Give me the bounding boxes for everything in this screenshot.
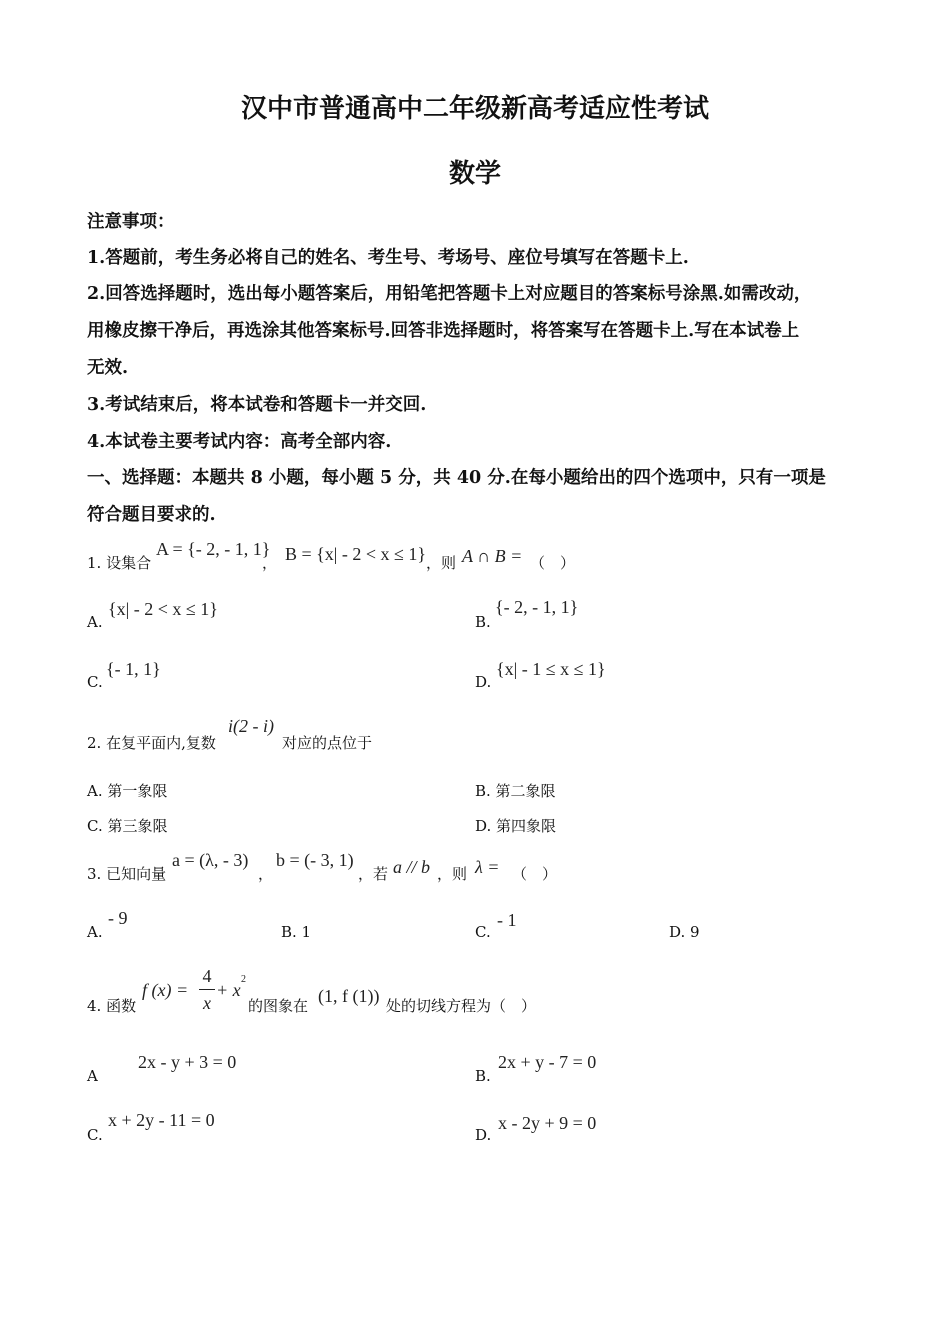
q3-blank: （ ） (512, 865, 558, 883)
q1-expr: A ∩ B = (462, 546, 523, 566)
q3-option-b: B. 1 (281, 923, 312, 941)
q2-option-c: C. 第三象限 (87, 817, 168, 835)
exam-title: 汉中市普通高中二年级新高考适应性考试 (240, 94, 709, 124)
q3-sep: ， (258, 865, 274, 883)
q3-condition: a // b (393, 857, 431, 877)
q1-option-c-math: {- 1, 1} (106, 659, 161, 679)
q2-prefix: 2. 在复平面内,复数 (87, 734, 216, 752)
q2-math: i(2 - i) (228, 716, 274, 736)
q4-option-c-label: C. (87, 1126, 103, 1144)
q3-option-a-label: A. (87, 923, 103, 941)
note-1: 1.答题前，考生务必将自己的姓名、考生号、考场号、座位号填写在答题卡上. (87, 248, 689, 268)
q4-option-b-label: B. (475, 1067, 491, 1085)
q1-option-b-math: {- 2, - 1, 1} (495, 597, 579, 617)
q4-prefix: 4. 函数 (87, 997, 137, 1015)
q4-suffix: 处的切线方程为（ ） (386, 997, 537, 1015)
q1-comma: ， (262, 554, 278, 572)
subject-title: 数学 (448, 159, 501, 189)
q4-func-rhs: + x (216, 980, 241, 1000)
q1-option-a-label: A. (87, 613, 103, 631)
q1-set-a: A = {- 2, - 1, 1} (156, 539, 271, 559)
q1-then: ，则 (426, 554, 457, 572)
q1-option-a-math: {x| - 2 < x ≤ 1} (108, 599, 218, 619)
q2-suffix: 对应的点位于 (282, 734, 373, 752)
q3-prefix: 3. 已知向量 (87, 865, 167, 883)
q4-option-a-label: A (87, 1067, 98, 1085)
section-1-heading: 一、选择题：本题共 8 小题，每小题 5 分，共 40 分.在每小题给出的四个选项中，只有一项是 (87, 468, 826, 488)
q4-exponent: 2 (241, 974, 246, 985)
q4-option-d-math: x - 2y + 9 = 0 (498, 1113, 597, 1133)
q1-option-d-math: {x| - 1 ≤ x ≤ 1} (496, 659, 606, 679)
q3-option-d: D. 9 (669, 923, 700, 941)
q4-option-c-math: x + 2y - 11 = 0 (108, 1110, 215, 1130)
q1-set-b: B = {x| - 2 < x ≤ 1} (285, 544, 427, 564)
q1-blank: （ ） (530, 554, 576, 572)
q4-func-lhs: f (x) = (142, 980, 189, 1000)
q3-vector-a: a = (λ, - 3) (172, 850, 249, 870)
q4-mid: 的图象在 (248, 997, 309, 1015)
q3-option-c-label: C. (475, 923, 491, 941)
q4-option-a-math: 2x - y + 3 = 0 (138, 1052, 237, 1072)
q4-option-b-math: 2x + y - 7 = 0 (498, 1052, 597, 1072)
q3-if: ，若 (358, 865, 389, 883)
q3-expr: λ = (475, 857, 500, 877)
section-1-heading-cont: 符合题目要求的. (87, 505, 216, 525)
note-3: 3.考试结束后，将本试卷和答题卡一并交回. (87, 395, 427, 415)
q4-option-d-label: D. (475, 1126, 492, 1144)
q4-point: (1, f (1)) (318, 986, 380, 1006)
note-2-line-2: 用橡皮擦干净后，再选涂其他答案标号.回答非选择题时，将答案写在答题卡上.写在本试卷上 (87, 321, 800, 341)
q4-fraction-numerator: 4 (202, 966, 212, 986)
note-2-line-1: 2.回答选择题时，选出每小题答案后，用铅笔把答题卡上对应题目的答案标号涂黑.如需改动， (87, 284, 812, 304)
q3-option-c-math: - 1 (497, 910, 517, 930)
q1-option-d-label: D. (475, 673, 492, 691)
q2-option-b: B. 第二象限 (475, 782, 556, 800)
q3-option-a-math: - 9 (108, 908, 128, 928)
q1-prefix: 1. 设集合 (87, 554, 152, 572)
note-2-line-3: 无效. (87, 358, 129, 378)
q4-fraction-denominator: x (203, 993, 211, 1013)
q1-option-c-label: C. (87, 673, 103, 691)
note-4: 4.本试卷主要考试内容：高考全部内容. (87, 432, 392, 452)
q1-option-b-label: B. (475, 613, 491, 631)
q3-vector-b: b = (- 3, 1) (276, 850, 354, 870)
q2-option-d: D. 第四象限 (475, 817, 557, 835)
q3-then: ，则 (437, 865, 468, 883)
q4-fraction-bar (199, 989, 215, 990)
q2-option-a: A. 第一象限 (87, 782, 168, 800)
notes-heading: 注意事项： (87, 212, 175, 232)
